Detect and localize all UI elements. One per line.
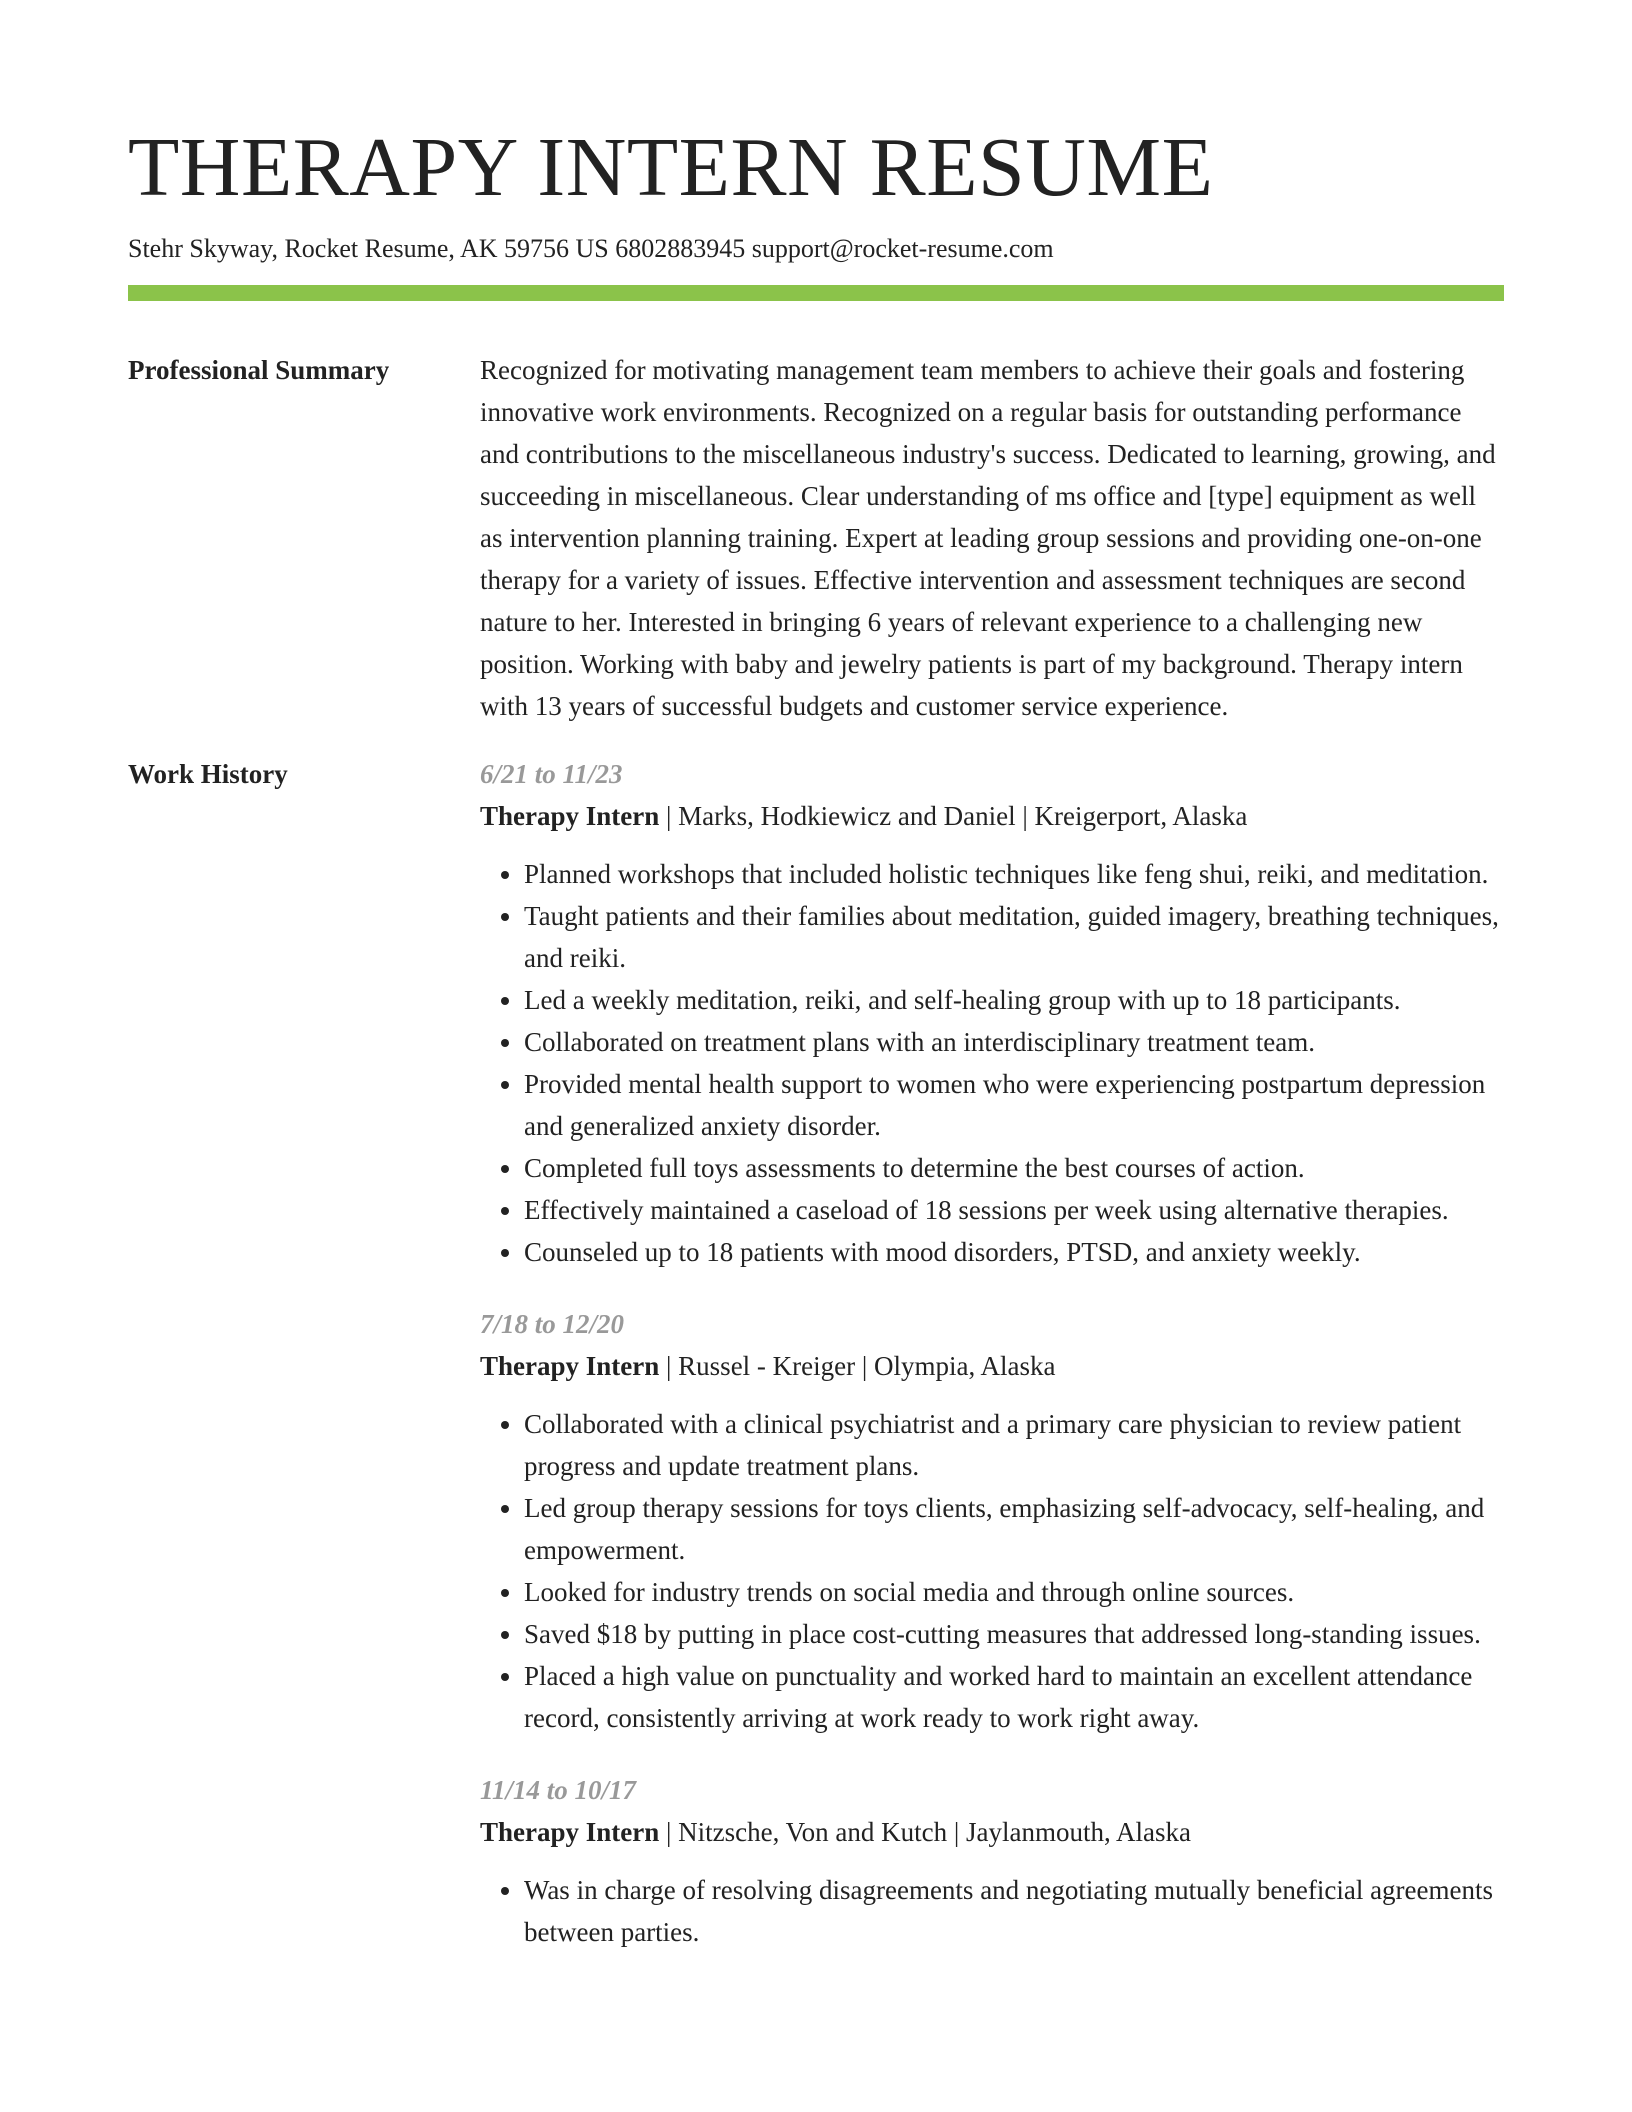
job-heading <box>480 795 1504 837</box>
job-bullet: • Looked for industry trends on social media and through online sources. <box>524 1571 1504 1613</box>
job-bullets <box>480 1403 1504 1739</box>
job-company-location: | Nitzsche, Von and Kutch | Jaylanmouth, Alaska <box>659 1817 1191 1847</box>
jobs-list <box>480 753 1504 1953</box>
job-dates: 11/14 to 10/17 <box>480 1775 637 1805</box>
section-label: Work History <box>128 759 288 789</box>
job-heading <box>480 1345 1504 1387</box>
job-dates: 7/18 to 12/20 <box>480 1309 625 1339</box>
section-body <box>480 349 1504 727</box>
job-bullet: • Placed a high value on punctuality and worked hard to maintain an excellent attendance record, consistently arriving at work ready to work right away. <box>524 1655 1504 1739</box>
job-company-location: | Marks, Hodkiewicz and Daniel | Kreigerport, Alaska <box>659 801 1248 831</box>
work-history-section <box>128 753 1504 1953</box>
job-bullet: • Led group therapy sessions for toys clients, emphasizing self-advocacy, self-healing, and empowerment. <box>524 1487 1504 1571</box>
professional-summary-section <box>128 349 1504 727</box>
job-heading <box>480 1811 1504 1853</box>
job-bullet: • Was in charge of resolving disagreements and negotiating mutually beneficial agreements between parties. <box>524 1869 1504 1953</box>
job-title: Therapy Intern <box>480 801 660 831</box>
job-bullet: • Saved $18 by putting in place cost-cutting measures that addressed long-standing issues. <box>524 1613 1504 1655</box>
job-title: Therapy Intern <box>480 1817 660 1847</box>
resume-content <box>128 349 1504 1953</box>
job-bullet: • Collaborated on treatment plans with an interdisciplinary treatment team. <box>524 1021 1504 1063</box>
header-divider <box>128 285 1504 301</box>
job-title: Therapy Intern <box>480 1351 660 1381</box>
job-entry <box>480 1769 1504 1953</box>
summary-text: Recognized for motivating management team members to achieve their goals and fostering innovative work environments. Recognized on a regular basis for outstanding performance and contributions to the miscellaneous industry's success. Dedicated to learning, growing, and succeeding in miscellaneous. Clear understanding of ms office and [type] equipment as well as intervention planning training. Expert at leading group sessions and providing one-on-one therapy for a variety of issues. Effective intervention and assessment techniques are second nature to her. Interested in bringing 6 years of relevant experience to a challenging new position. Working with baby and jewelry patients is part of my background. Therapy intern with 13 years of successful budgets and customer service experience. <box>480 355 1496 721</box>
job-bullet: • Counseled up to 18 patients with mood disorders, PTSD, and anxiety weekly. <box>524 1231 1504 1273</box>
job-dates: 6/21 to 11/23 <box>480 759 623 789</box>
job-company-location: | Russel - Kreiger | Olympia, Alaska <box>659 1351 1056 1381</box>
job-entry <box>480 1303 1504 1739</box>
resume-title: THERAPY INTERN RESUME <box>128 121 1214 214</box>
job-bullet: • Planned workshops that included holistic techniques like feng shui, reiki, and meditation. <box>524 853 1504 895</box>
job-bullet: • Led a weekly meditation, reiki, and self-healing group with up to 18 participants. <box>524 979 1504 1021</box>
job-bullet: • Collaborated with a clinical psychiatrist and a primary care physician to review patient progress and update treatment plans. <box>524 1403 1504 1487</box>
job-bullet: • Effectively maintained a caseload of 18 sessions per week using alternative therapies. <box>524 1189 1504 1231</box>
section-label: Professional Summary <box>128 355 390 385</box>
job-bullet: • Provided mental health support to women who were experiencing postpartum depression and generalized anxiety disorder. <box>524 1063 1504 1147</box>
job-entry <box>480 753 1504 1273</box>
job-bullet: • Completed full toys assessments to determine the best courses of action. <box>524 1147 1504 1189</box>
job-bullet: • Taught patients and their families about meditation, guided imagery, breathing techniques, and reiki. <box>524 895 1504 979</box>
job-bullets <box>480 853 1504 1273</box>
contact-line: Stehr Skyway, Rocket Resume, AK 59756 US 6802883945 support@rocket-resume.com <box>128 234 1054 263</box>
job-bullets <box>480 1869 1504 1953</box>
